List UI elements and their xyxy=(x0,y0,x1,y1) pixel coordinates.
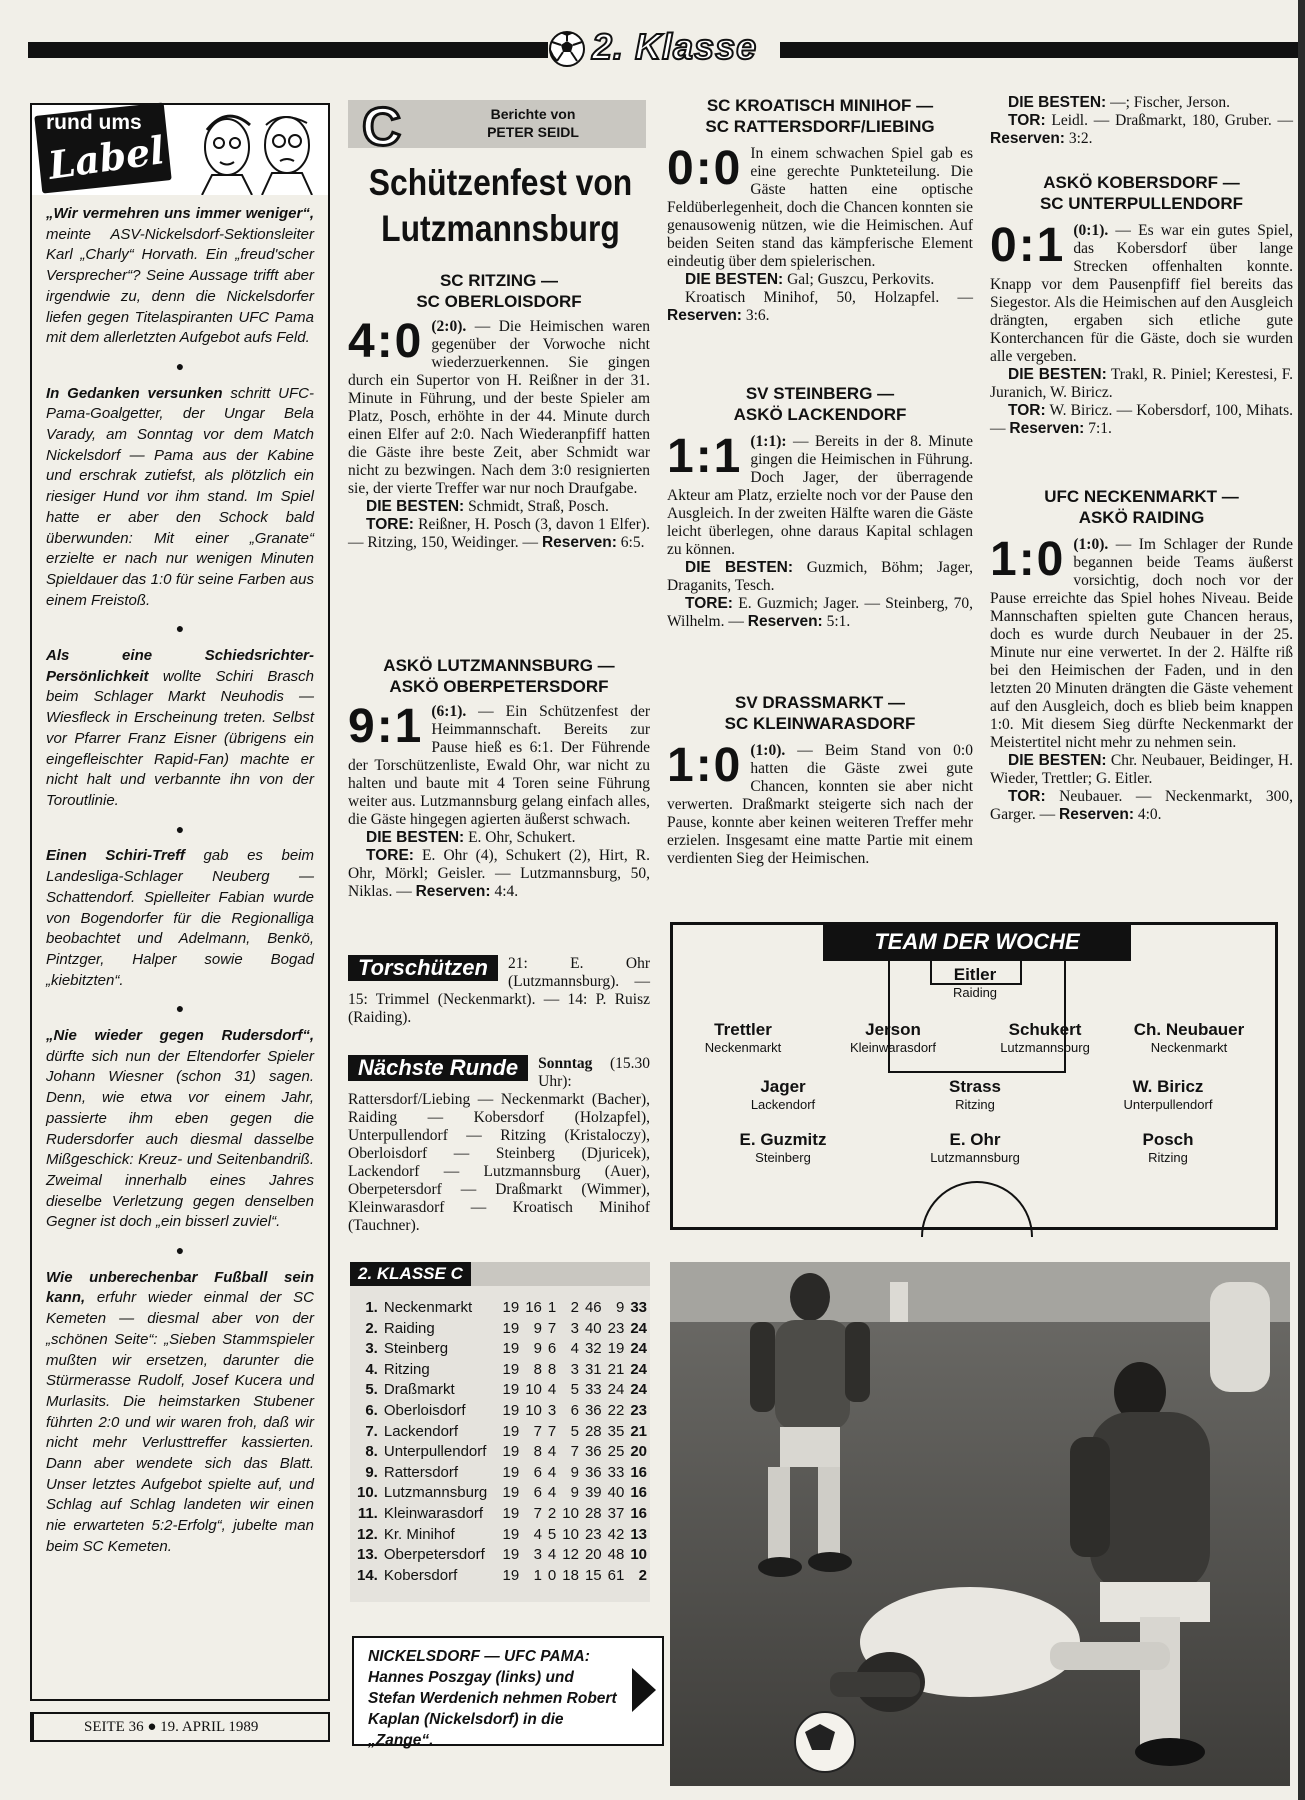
table-stat: 8 xyxy=(533,1443,542,1461)
table-stat: 4 xyxy=(570,1340,579,1358)
player-card: Trettler Neckenmarkt xyxy=(704,1020,782,1055)
table-stat: 61 xyxy=(607,1566,625,1584)
match-report-drassmarkt xyxy=(667,692,973,868)
torschuetzen-label: Torschützen xyxy=(348,955,498,981)
goals: TORE: E. Guzmich; Jager. — Steinberg, 70, Wilhelm. — Reserven: 5:1. xyxy=(667,595,973,630)
table-stat: 20 xyxy=(630,1443,647,1461)
table-stat: 32 xyxy=(584,1340,602,1358)
table-stat: 4 xyxy=(547,1443,557,1461)
table-row xyxy=(354,1401,650,1422)
table-stat: 16 xyxy=(630,1504,647,1522)
match-photo xyxy=(670,1262,1290,1786)
table-row xyxy=(354,1483,650,1504)
table-stat: 22 xyxy=(607,1401,625,1419)
goals: TORE: Reißner, H. Posch (3, davon 1 Elfer). — Ritzing, 150, Weidinger. — Reserven: 6:5. xyxy=(348,516,650,551)
table-stat: 7 xyxy=(533,1422,542,1440)
table-stat: 12 xyxy=(562,1546,579,1564)
table-rank: 14. xyxy=(357,1566,378,1584)
table-rank: 4. xyxy=(365,1360,378,1378)
footer-bullet: ● xyxy=(147,1719,157,1735)
table-stat: 10 xyxy=(562,1504,579,1522)
player-card: E. Ohr Lutzmannsburg xyxy=(930,1130,1020,1165)
best-players: DIE BESTEN: Trakl, R. Piniel; Kerestesi, F. Juranich, W. Biricz. xyxy=(990,366,1293,401)
table-row xyxy=(354,1319,650,1340)
sidebar-item: „Wir vermehren uns immer weniger“, meinte ASV-Nickelsdorf-Sektionsleiter Karl „Charly“ Horvath. Ein „freud'scher Versprecher“? Seine Aussage trifft aber irgendwie zu, denn die Nickelsdorfer liefen gegen Titelaspiranten UFC Pama mit dem allerletzten Aufgebot aufs Feld. xyxy=(46,205,314,347)
halftime-score: (1:1): xyxy=(750,433,787,450)
table-rank: 11. xyxy=(357,1504,378,1522)
photo-caption-box xyxy=(352,1636,664,1749)
table-rank: 1. xyxy=(365,1299,378,1316)
table-stat: 4 xyxy=(533,1525,542,1543)
table-stat: 33 xyxy=(584,1381,602,1399)
class-banner xyxy=(348,97,646,157)
table-stat: 37 xyxy=(607,1504,625,1522)
table-team: Neckenmarkt xyxy=(383,1299,473,1316)
table-stat: 19 xyxy=(502,1443,520,1461)
table-stat: 19 xyxy=(502,1484,520,1502)
sidebar-item: „Nie wieder gegen Rudersdorf“, dürfte sich nun der Eltendorfer Spieler Johann Wiesner (schon 31) sagen. Denn, wie etwa vor einem Jahr, passierte ihm eben gegen die Rudersdorfer auch diesmal dasselbe Mißgeschick: Kreuz- und Seitenbandriß. Zweimal innerhalb eines Jahres dieselbe Verletzung gegen denselben Gegner ist doch „ein bisserl zuviel“. xyxy=(46,1027,314,1231)
table-team: Raiding xyxy=(383,1319,435,1337)
player-card: Strass Ritzing xyxy=(949,1077,1001,1112)
goals: TOR: Leidl. — Draßmarkt, 180, Gruber. — Reserven: 3:2. xyxy=(990,112,1293,147)
match-heading: UFC NECKENMARKT — ASKÖ RAIDING xyxy=(1044,487,1239,527)
table-stat: 7 xyxy=(533,1504,542,1522)
match-report-neckenmarkt xyxy=(990,486,1293,824)
table-stat: 7 xyxy=(570,1443,579,1461)
match-report-kroatisch-minihof xyxy=(667,95,973,325)
player-card: Schukert Lutzmannsburg xyxy=(1000,1020,1090,1055)
table-stat: 23 xyxy=(630,1401,647,1419)
sidebar-item: Als eine Schiedsrichter-Persönlichkeit wollte Schiri Brasch beim Schlager Markt Neuhodis — Wiesfleck in Erscheinung treten. Selbst vor Pfarrer Franz Eisner (übrigens ein eingefleischter Rapid-Fan) machte er nicht halt und verbannte ihn von der Toroutlinie. xyxy=(46,647,314,809)
table-stat: 5 xyxy=(547,1525,557,1543)
table-stat: 24 xyxy=(630,1360,647,1378)
table-stat: 3 xyxy=(570,1319,579,1337)
table-stat: 24 xyxy=(630,1340,647,1358)
table-row xyxy=(354,1504,650,1525)
table-row xyxy=(354,1339,650,1360)
table-stat: 6 xyxy=(533,1484,542,1502)
table-stat: 9 xyxy=(570,1484,579,1502)
header-rule-right xyxy=(780,42,1300,58)
sidebar-item: Wie unberechenbar Fußball sein kann, erfuhr wieder einmal der SC Kemeten — diesmal aber von der „schönen Seite“: „Sieben Stammspieler mußten wir ersetzen, darunter die Stürmerasse Rudolf, Josef Kucera und Murlasits. Die heimstarken Stubener führten 2:0 und wir waren froh, daß wir nicht mehr Verlusttreffer kassierten. Dann aber wendete sich das Blatt. Unser letztes Aufgebot spielte auf, und Schlag auf Schlag landeten wir einen nie erwarteten 5:2-Erfolg“, jubelte man beim SC Kemeten. xyxy=(46,1268,314,1555)
table-row xyxy=(354,1463,650,1484)
table-row xyxy=(354,1380,650,1401)
player-card: Eitler Raiding xyxy=(952,965,998,1000)
sidebar-column xyxy=(46,204,314,1558)
table-stat: 19 xyxy=(502,1340,520,1358)
halftime-score: (6:1). xyxy=(431,703,467,720)
table-stat: 35 xyxy=(607,1422,625,1440)
table-stat: 1 xyxy=(547,1299,557,1316)
player-card: E. Guzmitz Steinberg xyxy=(739,1130,827,1165)
halftime-score: (0:1). xyxy=(1073,222,1109,239)
table-stat: 7 xyxy=(547,1319,557,1337)
table-stat: 5 xyxy=(570,1381,579,1399)
match-score: 0:0 xyxy=(667,142,743,195)
table-row xyxy=(354,1525,650,1546)
table-stat: 19 xyxy=(502,1546,520,1564)
table-stat: 2 xyxy=(638,1566,647,1584)
match-heading: SC RITZING — SC OBERLOISDORF xyxy=(416,271,582,311)
table-stat: 9 xyxy=(615,1299,625,1316)
label-title-line1: rund ums xyxy=(46,111,142,134)
page-number: SEITE 36 xyxy=(84,1719,144,1735)
bullet-separator: ● xyxy=(175,820,185,837)
table-stat: 0 xyxy=(547,1566,557,1584)
match-report-kobersdorf xyxy=(990,172,1293,438)
match-text: In einem schwachen Spiel gab es eine gerechte Punkteteilung. Die Gäste hatten eine optische Feldüberlegenheit, doch die Chancen konnten sie genausowenig nützen, wie die Heimischen. Auf beiden Seiten stand das kämpferische Element eindeutig über dem spielerischen. xyxy=(667,145,973,270)
table-stat: 19 xyxy=(502,1566,520,1584)
table-stat: 21 xyxy=(630,1422,647,1440)
table-stat: 40 xyxy=(584,1319,602,1337)
best-players: DIE BESTEN: —; Fischer, Jerson. xyxy=(1008,94,1230,111)
table-stat: 16 xyxy=(630,1484,647,1502)
table-stat: 7 xyxy=(547,1422,557,1440)
table-stat: 19 xyxy=(502,1360,520,1378)
best-players: DIE BESTEN: E. Ohr, Schukert. xyxy=(366,829,576,846)
player-card: Jager Lackendorf xyxy=(750,1077,816,1112)
table-rank: 9. xyxy=(365,1463,378,1481)
table-stat: 4 xyxy=(547,1381,557,1399)
league-table-box xyxy=(350,1262,650,1602)
player-card: W. Biricz Unterpullendorf xyxy=(1123,1077,1213,1112)
table-stat: 3 xyxy=(570,1360,579,1378)
table-stat: 2 xyxy=(570,1299,579,1316)
table-rank: 3. xyxy=(365,1340,378,1358)
table-stat: 16 xyxy=(525,1299,542,1316)
table-stat: 19 xyxy=(502,1422,520,1440)
naechste-runde-text: (15.30 Uhr): Rattersdorf/Liebing — Neckenmarkt (Bacher), Raiding — Kobersdorf (Holzapfel), Unterpullendorf — Ritzing (Kristaloczy), Oberloisdorf — Steinberg (Djuricek), Lackendorf — Lutzmannsburg (Auer), Oberpetersdorf — Draßmarkt (Wimmer), Kleinwarasdorf — Kroatisch Minihof (Tauchner). xyxy=(348,1055,650,1234)
table-row xyxy=(354,1422,650,1443)
table-stat: 23 xyxy=(607,1319,625,1337)
naechste-runde-day: Sonntag xyxy=(538,1055,593,1072)
table-stat: 6 xyxy=(533,1463,542,1481)
table-stat: 9 xyxy=(533,1319,542,1337)
attendance: Kroatisch Minihof, 50, Holzapfel. — Reserven: 3:6. xyxy=(667,289,973,324)
table-row xyxy=(354,1545,650,1566)
table-stat: 28 xyxy=(584,1504,602,1522)
label-masthead xyxy=(32,105,328,195)
match-score: 1:0 xyxy=(667,739,743,792)
table-team: Ritzing xyxy=(383,1360,430,1378)
match-heading: SC KROATISCH MINIHOF — SC RATTERSDORF/LIEBING xyxy=(705,96,935,136)
table-stat: 6 xyxy=(547,1340,557,1358)
table-stat: 19 xyxy=(502,1525,520,1543)
goals: TOR: W. Biricz. — Kobersdorf, 100, Mihats. — Reserven: 7:1. xyxy=(990,402,1293,437)
table-stat: 39 xyxy=(584,1484,602,1502)
team-der-woche-pitch xyxy=(670,922,1278,1230)
match-heading: SV DRASSMARKT — SC KLEINWARASDORF xyxy=(724,693,916,733)
soccer-ball-icon xyxy=(548,30,586,68)
sidebar-item: Einen Schiri-Treff gab es beim Landesliga-Schlager Neuberg — Schattendorf. Spielleiter Fabian wurde von Bogendorfer für die Regionalliga beobachtet und Adelmann, Benkö, Pintzger, Halper sowie Bogad „kiebitzten“. xyxy=(46,847,314,989)
table-stat: 23 xyxy=(584,1525,602,1543)
table-stat: 4 xyxy=(547,1463,557,1481)
sidebar-item: In Gedanken versunken schritt UFC-Pama-Goalgetter, der Ungar Bela Varady, am Sonntag vor dem Match Nickelsdorf — Pama aus der Kabine und erschrak zutiefst, als plötzlich ein riesiger Hund vor ihm stand. Im Spiel hatte er aber den Schock bald überwunden: Mit einer „Granate“ erzielte er nach nur wenigen Minuten Spieldauer das 1:0 für seine Farben aus einem Freistoß. xyxy=(46,384,314,609)
match-score: 4:0 xyxy=(348,315,424,368)
table-team: Kr. Minihof xyxy=(383,1525,455,1543)
naechste-runde-label: Nächste Runde xyxy=(348,1055,528,1081)
table-stat: 25 xyxy=(607,1443,625,1461)
table-stat: 10 xyxy=(562,1525,579,1543)
byline-author: PETER SEIDL xyxy=(487,124,579,140)
table-team: Lackendorf xyxy=(383,1422,459,1440)
table-stat: 19 xyxy=(502,1401,520,1419)
player-card: Posch Ritzing xyxy=(1142,1130,1194,1165)
match-score: 0:1 xyxy=(990,219,1066,272)
table-team: Rattersdorf xyxy=(383,1463,459,1481)
match-report-lutzmannsburg xyxy=(348,655,650,901)
table-stat: 16 xyxy=(630,1463,647,1481)
table-stat: 3 xyxy=(547,1401,557,1419)
table-stat: 19 xyxy=(502,1381,520,1399)
table-row xyxy=(354,1360,650,1381)
table-stat: 42 xyxy=(607,1525,625,1543)
best-players: DIE BESTEN: Gal; Guszcu, Perkovits. xyxy=(685,271,935,288)
bullet-separator: ● xyxy=(175,1242,185,1259)
table-team: Steinberg xyxy=(383,1340,449,1358)
label-title-line2: Label xyxy=(45,127,168,188)
drassmarkt-report-continued xyxy=(990,94,1293,148)
table-stat: 6 xyxy=(570,1401,579,1419)
table-rank: 7. xyxy=(365,1422,378,1440)
byline-label: Berichte von xyxy=(490,106,576,122)
table-rank: 13. xyxy=(357,1546,378,1564)
table-stat: 9 xyxy=(533,1340,542,1358)
photo-caption: NICKELSDORF — UFC PAMA: Hannes Poszgay (links) und Stefan Werdenich nehmen Robert Kaplan (Nickelsdorf) in die „Zange“. xyxy=(368,1648,617,1749)
table-stat: 24 xyxy=(607,1381,625,1399)
table-stat: 36 xyxy=(584,1443,602,1461)
league-table xyxy=(354,1298,650,1586)
table-stat: 8 xyxy=(533,1360,542,1378)
match-heading: ASKÖ KOBERSDORF — SC UNTERPULLENDORF xyxy=(1039,173,1244,213)
table-stat: 1 xyxy=(533,1566,542,1584)
halftime-score: (1:0). xyxy=(1073,536,1109,553)
table-team: Kleinwarasdorf xyxy=(383,1504,484,1522)
byline xyxy=(443,105,623,141)
match-heading: ASKÖ LUTZMANNSBURG — ASKÖ OBERPETERSDORF xyxy=(383,656,615,696)
bullet-separator: ● xyxy=(175,620,185,637)
table-stat: 31 xyxy=(584,1360,602,1378)
table-rank: 2. xyxy=(365,1319,378,1337)
match-score: 1:1 xyxy=(667,430,743,483)
table-row xyxy=(354,1566,650,1587)
match-text: — Es war ein gutes Spiel, das Kobersdorf über lange Strecken offenhalten konnte. Knapp vor dem Pausenpfiff fiel bereits das Siegestor. Als die Heimischen auf den Ausgleich drängten, ergaben sich etliche gute Konterchancen für die Gäste, doch sie wurden alle vergeben. xyxy=(990,222,1293,365)
table-team: Draßmarkt xyxy=(383,1381,455,1399)
table-stat: 36 xyxy=(584,1401,602,1419)
table-stat: 18 xyxy=(562,1566,579,1584)
table-stat: 24 xyxy=(630,1319,647,1337)
table-stat: 20 xyxy=(584,1546,602,1564)
league-table-title: 2. KLASSE C xyxy=(350,1262,471,1286)
table-stat: 4 xyxy=(547,1484,557,1502)
best-players: DIE BESTEN: Chr. Neubauer, Beidinger, H. Wieder, Trettler; G. Eitler. xyxy=(990,752,1293,787)
table-stat: 40 xyxy=(607,1484,625,1502)
table-stat: 36 xyxy=(584,1463,602,1481)
match-text: — Die Heimischen waren gegenüber der Vorwoche nicht wiederzuerkennen. Sie gingen durch ein Supertor von H. Reißner in der 31. Minute in Führung, und der beste Spieler am Platz, Posch, erhöhte in der 44. Minute durch einen Elfer auf 2:0. Nach Wiederanpfiff hatten die Gäste ihre beste Zeit, aber Schmidt war nicht zu bezwingen. Nach dem 3:0 resignierten sie, der vierte Treffer war nur noch Draufgabe. xyxy=(348,318,650,497)
table-stat: 33 xyxy=(630,1299,647,1316)
table-stat: 10 xyxy=(525,1401,542,1419)
cartoon-faces-illustration xyxy=(182,105,328,195)
match-heading: SV STEINBERG — ASKÖ LACKENDORF xyxy=(733,384,907,424)
header-rule-left xyxy=(28,42,548,58)
table-stat: 19 xyxy=(607,1340,625,1358)
match-text: — Bereits in der 8. Minute gingen die Heimischen in Führung. Doch Jager, der überragende Akteur am Platz, erzielte noch vor der Pause den Ausgleich. In der zweiten Hälfte waren die Gäste leicht überlegen, ohne daraus Kapital schlagen zu können. xyxy=(667,433,973,558)
table-stat: 33 xyxy=(607,1463,625,1481)
table-stat: 10 xyxy=(630,1546,647,1564)
table-stat: 8 xyxy=(547,1360,557,1378)
caption-arrow-icon xyxy=(632,1668,656,1712)
page-headline: Schützenfest von Lutzmannsburg xyxy=(368,162,633,249)
table-rank: 6. xyxy=(365,1401,378,1419)
table-row xyxy=(354,1298,650,1319)
goals: TOR: Neubauer. — Neckenmarkt, 300, Garger. — Reserven: 4:0. xyxy=(990,788,1293,823)
page-edge xyxy=(1298,0,1305,1800)
table-rank: 12. xyxy=(357,1525,378,1543)
table-team: Unterpullendorf xyxy=(383,1443,487,1461)
match-text: — Beim Stand von 0:0 hatten die Gäste zwei gute Chancen, konnten sie aber nicht verwerten. Draßmarkt steigerte sich nach der Pause, konnte aber keinen weiteren Treffer mehr erzielen. Insgesamt eine matte Partie mit einem verdienten Sieg der Heimischen. xyxy=(667,742,973,867)
table-stat: 28 xyxy=(584,1422,602,1440)
table-team: Kobersdorf xyxy=(383,1566,458,1584)
table-team: Oberloisdorf xyxy=(383,1401,466,1419)
issue-date: 19. APRIL 1989 xyxy=(160,1719,259,1735)
table-stat: 10 xyxy=(525,1381,542,1399)
table-stat: 46 xyxy=(584,1299,602,1316)
table-stat: 19 xyxy=(502,1319,520,1337)
team-der-woche-title: TEAM DER WOCHE xyxy=(823,923,1131,961)
table-stat: 2 xyxy=(547,1504,557,1522)
bullet-separator: ● xyxy=(175,357,185,374)
player-card: Ch. Neubauer Neckenmarkt xyxy=(1133,1020,1245,1055)
table-stat: 9 xyxy=(570,1463,579,1481)
table-stat: 13 xyxy=(630,1525,647,1543)
match-score: 9:1 xyxy=(348,700,424,753)
table-team: Lutzmannsburg xyxy=(383,1484,488,1502)
best-players: DIE BESTEN: Guzmich, Böhm; Jager, Draganits, Tesch. xyxy=(667,559,973,594)
torschuetzen-box xyxy=(348,955,650,1027)
table-stat: 19 xyxy=(502,1463,520,1481)
page-footer xyxy=(30,1712,330,1742)
table-stat: 24 xyxy=(630,1381,647,1399)
match-report-ritzing xyxy=(348,270,650,552)
table-rank: 8. xyxy=(365,1443,378,1461)
table-rank: 5. xyxy=(365,1381,378,1399)
table-stat: 15 xyxy=(584,1566,602,1584)
halftime-score: (1:0). xyxy=(750,742,786,759)
torschuetzen-text: 21: E. Ohr (Lutzmannsburg). — 15: Trimmel (Neckenmarkt). — 14: P. Ruisz (Raiding). xyxy=(348,955,650,1026)
best-players: DIE BESTEN: Schmidt, Straß, Posch. xyxy=(366,498,609,515)
match-score: 1:0 xyxy=(990,533,1066,586)
section-title: 2. Klasse xyxy=(592,26,758,67)
bullet-separator: ● xyxy=(175,1000,185,1017)
match-text: — Im Schlager der Runde begannen beide Teams äußerst vorsichtig, doch noch vor der Pause erreichte das Spiel hohes Niveau. Beide Mannschaften spielten gute Chancen heraus, doch es wurde durch Neubauer in der 25. Minute nur eine verwertet. In der 2. Hälfte riß bei den Heimischen der Faden, und in den letzten 20 Minuten drängten die Gäste vehement auf den Ausgleich, doch es blieb beim knappen 1:0. Mit diesem Sieg dürfte Neckenmarkt der Meistertitel nicht mehr zu nehmen sein. xyxy=(990,536,1293,751)
table-stat: 19 xyxy=(502,1299,520,1316)
goals: TORE: E. Ohr (4), Schukert (2), Hirt, R. Ohr, Mörkl; Geisler. — Lutzmannsburg, 50, Niklas. — Reserven: 4:4. xyxy=(348,847,650,900)
table-stat: 3 xyxy=(533,1546,542,1564)
match-text: — Ein Schützenfest der Heimmannschaft. Bereits zur Pause hieß es 6:1. Der Führende der Torschützenliste, Ewald Ohr, war nicht zu halten und baute mit 4 Toren seine Führung weiter aus. Lutzmannsburg gelang einfach alles, die Gäste hingegen agierten äußerst schwach. xyxy=(348,703,650,828)
table-team: Oberpetersdorf xyxy=(383,1546,485,1564)
naechste-runde-box xyxy=(348,1055,650,1235)
table-row xyxy=(354,1442,650,1463)
match-report-steinberg xyxy=(667,383,973,631)
table-stat: 48 xyxy=(607,1546,625,1564)
table-stat: 4 xyxy=(547,1546,557,1564)
class-letter: C xyxy=(362,97,401,157)
table-stat: 21 xyxy=(607,1360,625,1378)
halftime-score: (2:0). xyxy=(431,318,467,335)
table-rank: 10. xyxy=(357,1484,378,1502)
player-card: Jerson Kleinwarasdorf xyxy=(850,1020,936,1055)
table-stat: 5 xyxy=(570,1422,579,1440)
table-stat: 19 xyxy=(502,1504,520,1522)
